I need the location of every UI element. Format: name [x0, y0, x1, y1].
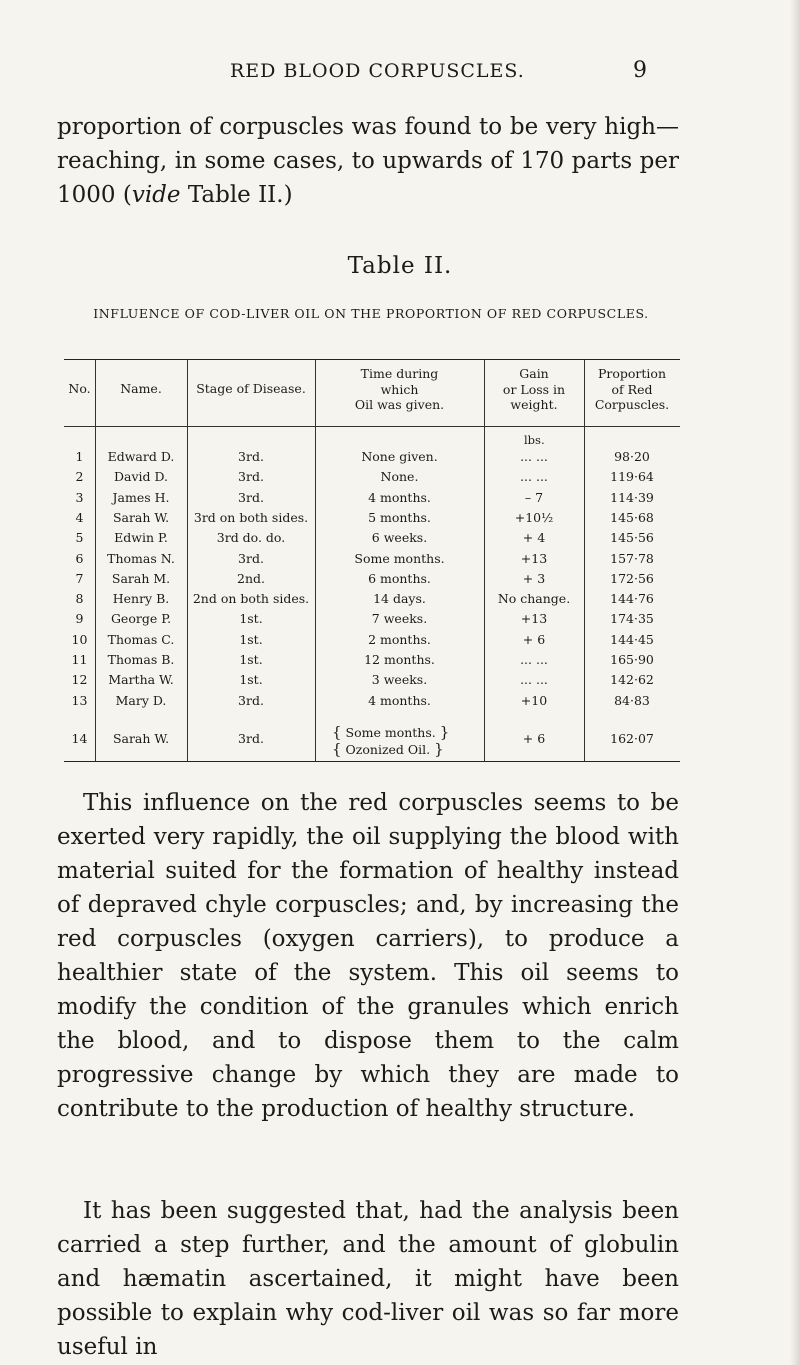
cell-no: 11	[71, 652, 88, 667]
cell-name: Sarah W.	[112, 731, 170, 746]
corpuscle-table	[64, 359, 680, 762]
cell-proportion: 145·68	[610, 509, 654, 525]
cell-proportion: 165·90	[610, 652, 654, 667]
cell-name: Thomas N.	[107, 550, 175, 566]
table-row	[64, 672, 680, 692]
header-gain	[484, 366, 584, 413]
cell-gain: +13	[520, 550, 548, 566]
cell-proportion: 142·62	[610, 672, 654, 688]
cell-time: Some months.	[354, 550, 445, 566]
cell-name: David D.	[113, 469, 169, 485]
table-caption: INFLUENCE OF COD-LIVER OIL ON THE PROPORTION OF RED CORPUSCLES.	[93, 306, 649, 321]
weight-units: lbs.	[524, 433, 545, 447]
header-name: Name.	[120, 381, 162, 396]
cell-time: 6 weeks.	[371, 530, 428, 546]
cell-time: 5 months.	[368, 509, 431, 525]
table-row	[64, 611, 680, 631]
cell-gain: +10	[520, 692, 548, 708]
cell-no: 1	[75, 449, 84, 464]
table-row	[64, 571, 680, 591]
cell-stage: 3rd do. do.	[216, 530, 286, 546]
cell-proportion: 172·56	[610, 570, 654, 586]
cell-no: 3	[75, 489, 84, 505]
cell-time: 12 months.	[364, 652, 435, 667]
header-time-line: which	[380, 381, 419, 397]
cell-no: 8	[75, 591, 84, 607]
cell-gain: +10½	[514, 509, 554, 525]
page-number: 9	[633, 58, 647, 83]
table-row	[64, 591, 680, 611]
cell-stage: 3rd.	[238, 469, 264, 485]
header-proportion-line: Proportion	[597, 366, 666, 381]
final-paragraph: It has been suggested that, had the analysis been carried a step further, and the amount of globulin and hæmatin ascertained, it might have been possible to explain why cod-liver oil was so far more useful in	[57, 1198, 679, 1360]
header-time	[315, 366, 484, 413]
cell-stage: 1st.	[239, 672, 263, 688]
cell-name: Martha W.	[108, 672, 174, 688]
cell-proportion: 114·39	[610, 489, 654, 505]
cell-name: Sarah M.	[111, 570, 171, 586]
cell-gain: ... ...	[520, 672, 548, 688]
cell-no: 9	[75, 611, 84, 627]
header-gain-line: Gain	[519, 366, 549, 381]
cell-name: Thomas B.	[107, 652, 175, 667]
header-no: No.	[68, 381, 91, 396]
cell-stage: 1st.	[239, 611, 263, 627]
cell-time-text: Some months.	[345, 725, 436, 740]
cell-name: Thomas C.	[107, 631, 175, 647]
table-row	[64, 490, 680, 510]
header-gain-line: or Loss in	[502, 381, 566, 397]
cell-name: Henry B.	[112, 591, 170, 607]
cell-no: 5	[75, 530, 84, 546]
cell-stage: 3rd on both sides.	[193, 509, 309, 525]
cell-stage: 2nd.	[237, 570, 265, 586]
header-proportion	[584, 366, 680, 413]
intro-text-end: Table II.)	[180, 182, 293, 208]
cell-proportion: 144·45	[610, 631, 654, 647]
cell-gain: ... ...	[520, 469, 548, 485]
cell-no: 10	[71, 631, 88, 647]
running-head	[0, 60, 800, 90]
cell-time: 7 weeks.	[371, 611, 428, 627]
cell-proportion: 162·07	[610, 731, 654, 746]
cell-stage: 3rd.	[238, 731, 264, 746]
cell-name: Edwin P.	[114, 530, 168, 546]
cell-proportion: 84·83	[614, 692, 650, 708]
cell-no: 12	[71, 672, 88, 688]
cell-no: 14	[71, 731, 88, 746]
cell-time: None.	[380, 469, 419, 485]
table-row	[64, 632, 680, 652]
cell-stage: 3rd.	[238, 550, 264, 566]
table-row	[64, 551, 680, 571]
cell-gain: No change.	[497, 591, 571, 607]
table-title: Table II.	[347, 253, 453, 279]
cell-time: 3 weeks.	[371, 672, 428, 688]
cell-gain: +13	[520, 611, 548, 627]
cell-time: 4 months.	[368, 489, 431, 505]
header-time-line: Oil was given.	[354, 397, 445, 412]
cell-name: James H.	[112, 489, 170, 505]
cell-time: 14 days.	[373, 591, 426, 607]
table-row	[64, 469, 680, 489]
table-row-14	[64, 723, 680, 757]
cell-name: Sarah W.	[112, 509, 170, 525]
cell-time-line1: { Some months. }	[332, 723, 450, 741]
running-head-title: RED BLOOD CORPUSCLES.	[230, 60, 525, 82]
cell-time: 6 months.	[368, 570, 431, 586]
cell-gain: ... ...	[520, 449, 548, 464]
header-proportion-line: of Red	[611, 381, 653, 397]
header-rule	[64, 426, 680, 427]
cell-time-line2: { Ozonized Oil. }	[332, 740, 444, 758]
header-time-line: Time during	[360, 366, 439, 381]
cell-time: 2 months.	[368, 631, 431, 647]
cell-time-text: Ozonized Oil.	[345, 742, 431, 757]
cell-time: 4 months.	[368, 692, 431, 708]
intro-text: proportion of corpuscles was found to be very high—reaching, in some cases, to upwards of 170 parts per 1000 (	[57, 114, 679, 208]
cell-proportion: 144·76	[610, 591, 654, 607]
header-gain-line: weight.	[510, 397, 558, 412]
table-row	[64, 449, 680, 469]
intro-paragraph	[57, 110, 679, 212]
cell-name: Mary D.	[115, 692, 167, 708]
cell-proportion: 145·56	[610, 530, 654, 546]
vide-italic: vide	[131, 182, 181, 208]
cell-gain: + 6	[522, 631, 546, 647]
cell-proportion: 119·64	[610, 469, 654, 485]
header-proportion-line: Corpuscles.	[594, 397, 670, 412]
cell-no: 13	[71, 692, 88, 708]
cell-proportion: 98·20	[614, 449, 650, 464]
cell-stage: 1st.	[239, 652, 263, 667]
cell-gain: + 6	[522, 731, 546, 746]
header-stage: Stage of Disease.	[196, 381, 306, 396]
cell-no: 2	[75, 469, 84, 485]
cell-stage: 3rd.	[238, 449, 264, 464]
cell-proportion: 174·35	[610, 611, 654, 627]
cell-stage: 1st.	[239, 631, 263, 647]
cell-name: George P.	[110, 611, 172, 627]
cell-proportion: 157·78	[610, 550, 654, 566]
cell-gain: + 4	[522, 530, 546, 546]
cell-gain: – 7	[524, 489, 544, 505]
cell-no: 4	[75, 509, 84, 525]
cell-stage: 3rd.	[238, 692, 264, 708]
cell-no: 7	[75, 570, 84, 586]
cell-time: None given.	[361, 449, 438, 464]
table-row	[64, 652, 680, 672]
body-paragraph: This influence on the red corpuscles seems to be exerted very rapidly, the oil supplying the blood with material suited for the formation of healthy instead of depraved chyle corpuscles; and, by increasing the red corpuscles (oxygen carriers), to produce a healthier state of the system. This oil seems to modify the condition of the granules which enrich the blood, and to dispose them to the calm progressive change by which they are made to contribute to the production of healthy structure.	[57, 790, 679, 1122]
page-edge-shadow	[790, 0, 800, 1365]
cell-gain: ... ...	[520, 652, 548, 667]
table-row	[64, 693, 680, 713]
cell-no: 6	[75, 550, 84, 566]
cell-stage: 2nd on both sides.	[192, 591, 310, 607]
table-row	[64, 510, 680, 530]
cell-name: Edward D.	[107, 449, 175, 464]
cell-gain: + 3	[522, 570, 546, 586]
cell-stage: 3rd.	[238, 489, 264, 505]
table-row	[64, 530, 680, 550]
